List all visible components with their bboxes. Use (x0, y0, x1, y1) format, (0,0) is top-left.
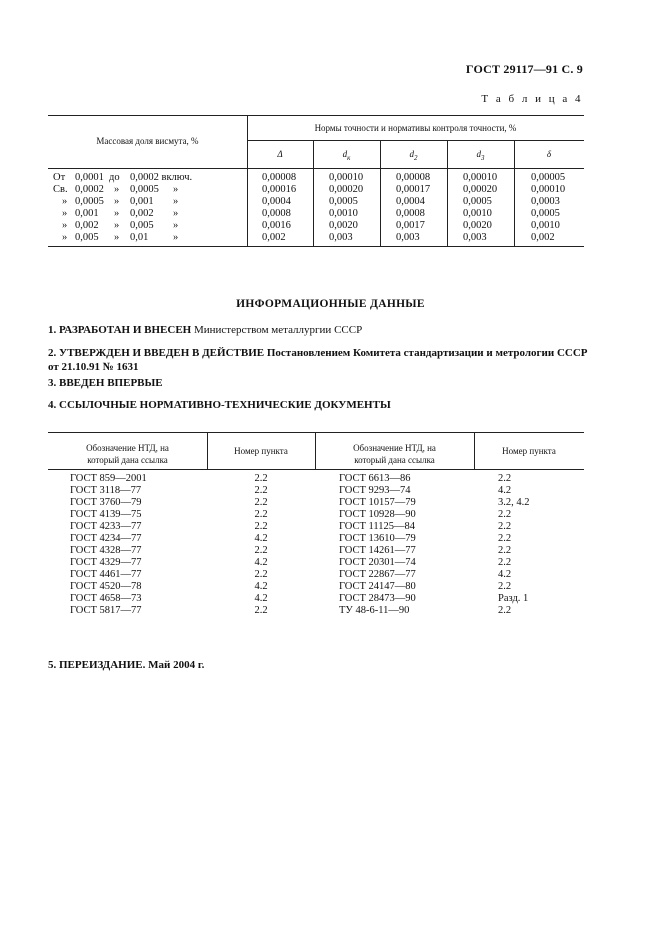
info-item-3-text: 3. ВВЕДЕН ВПЕРВЫЕ (48, 377, 163, 389)
value-cell: 0,00016 (262, 184, 297, 195)
range-prefix: От (53, 172, 66, 183)
ref-header-point-right: Номер пункта (502, 446, 556, 456)
info-item-1-heading: 1. РАЗРАБОТАН И ВНЕСЕН (48, 324, 192, 336)
ref-point: 2.2 (254, 545, 268, 556)
range-to: 0,005 (130, 220, 154, 231)
ref-doc: ГОСТ 24147—80 (339, 581, 416, 592)
info-item-1 (48, 323, 588, 337)
ref-header-ntd-right-line2: который дана ссылка (354, 455, 435, 465)
ref-point: 4.2 (498, 569, 512, 580)
value-cell: 0,0005 (531, 208, 560, 219)
value-cell: 0,0008 (396, 208, 425, 219)
subheader-subscript: 3 (481, 153, 485, 162)
range-prefix: » (62, 196, 68, 207)
value-cell: 0,002 (531, 232, 555, 243)
ref-doc: ГОСТ 20301—74 (339, 557, 416, 568)
value-cell: 0,0017 (396, 220, 425, 231)
value-cell: 0,0010 (531, 220, 560, 231)
info-item-1-text: Министерством металлургии СССР (191, 324, 363, 336)
ref-doc: ГОСТ 4234—77 (70, 533, 142, 544)
range-prefix: » (62, 208, 68, 219)
ref-header-ntd-right (315, 442, 474, 466)
range-sep: » (114, 220, 120, 231)
value-cell: 0,00005 (531, 172, 566, 183)
range-from: 0,002 (75, 220, 99, 231)
range-q: » (173, 184, 179, 195)
ref-point: 2.2 (254, 509, 268, 520)
ref-doc: ТУ 48-6-11—90 (339, 605, 410, 616)
ref-point: 2.2 (498, 605, 512, 616)
ref-point: 2.2 (498, 521, 512, 532)
value-cell: 0,0004 (396, 196, 425, 207)
range-to: 0,0005 (130, 184, 159, 195)
ref-point: 2.2 (254, 497, 268, 508)
document-reference: ГОСТ 29117—91 С. 9 (465, 62, 583, 76)
ref-point: 4.2 (254, 557, 268, 568)
ref-point: 2.2 (254, 473, 268, 484)
ref-doc: ГОСТ 4520—78 (70, 581, 142, 592)
column-mass-fraction: Массовая доля висмута, % (96, 136, 199, 146)
info-item-4-text: 4. ССЫЛОЧНЫЕ НОРМАТИВНО-ТЕХНИЧЕСКИЕ ДОКУМЕНТЫ (48, 399, 391, 411)
ref-doc: ГОСТ 4658—73 (70, 593, 142, 604)
ref-point: 4.2 (254, 533, 268, 544)
ref-header-ntd-left (48, 442, 207, 466)
subheader-subscript: к (347, 153, 351, 162)
subheader-0 (247, 149, 313, 159)
ref-doc: ГОСТ 6613—86 (339, 473, 411, 484)
range-prefix: » (62, 220, 68, 231)
ref-doc: ГОСТ 28473—90 (339, 593, 416, 604)
ref-doc: ГОСТ 10157—79 (339, 497, 416, 508)
value-cell: 0,00010 (329, 172, 364, 183)
subheader-symbol: d (476, 149, 481, 159)
ref-header-ntd-left-line1: Обозначение НТД, на (86, 443, 169, 453)
subheader-symbol: Δ (277, 149, 283, 159)
range-from: 0,005 (75, 232, 99, 243)
range-sep: » (114, 232, 120, 243)
value-cell: 0,0004 (262, 196, 291, 207)
ref-doc: ГОСТ 5817—77 (70, 605, 142, 616)
value-cell: 0,0003 (531, 196, 560, 207)
value-cell: 0,00008 (262, 172, 297, 183)
ref-doc: ГОСТ 11125—84 (339, 521, 416, 532)
ref-header-ntd-right-line1: Обозначение НТД, на (353, 443, 436, 453)
ref-point: 2.2 (254, 521, 268, 532)
ref-header-ntd-left-line2: который дана ссылка (87, 455, 168, 465)
ref-point: 2.2 (498, 533, 512, 544)
subheader-subscript: 2 (414, 153, 418, 162)
ref-point: 4.2 (254, 581, 268, 592)
info-item-2-heading: 2. УТВЕРЖДЕН И ВВЕДЕН В ДЕЙСТВИЕ (48, 347, 265, 359)
ref-point: 4.2 (498, 485, 512, 496)
ref-doc: ГОСТ 9293—74 (339, 485, 411, 496)
value-cell: 0,0020 (329, 220, 358, 231)
value-cell: 0,003 (463, 232, 487, 243)
info-item-2 (48, 346, 588, 374)
ref-doc: ГОСТ 4461—77 (70, 569, 142, 580)
info-item-2-text: Постановлением Комитета стандартизации и метрологии СССР от 21.10.91 № 1631 (48, 347, 588, 373)
range-to: 0,01 (130, 232, 149, 243)
subheader-symbol: δ (546, 149, 552, 159)
subheader-symbol: d (342, 149, 348, 159)
ref-point: 2.2 (498, 509, 512, 520)
ref-point: 2.2 (498, 581, 512, 592)
value-cell: 0,00020 (463, 184, 498, 195)
range-from: 0,0002 (75, 184, 104, 195)
value-cell: 0,00020 (329, 184, 364, 195)
range-sep: » (114, 184, 120, 195)
ref-doc: ГОСТ 3760—79 (70, 497, 142, 508)
subheader-symbol: d (409, 149, 414, 159)
value-cell: 0,003 (329, 232, 353, 243)
range-prefix: » (62, 232, 68, 243)
ref-point: 2.2 (498, 473, 512, 484)
ref-point: 2.2 (254, 485, 268, 496)
ref-doc: ГОСТ 13610—79 (339, 533, 416, 544)
ref-point: 2.2 (254, 569, 268, 580)
range-to: 0,0002 включ. (130, 172, 193, 183)
info-item-4 (48, 398, 588, 412)
value-cell: 0,002 (262, 232, 286, 243)
ref-doc: ГОСТ 10928—90 (339, 509, 416, 520)
range-q: » (173, 208, 179, 219)
value-cell: 0,0016 (262, 220, 291, 231)
range-sep: » (114, 208, 120, 219)
subheader-3 (447, 149, 514, 162)
value-cell: 0,00008 (396, 172, 431, 183)
value-cell: 0,0010 (329, 208, 358, 219)
ref-point: 3.2, 4.2 (498, 497, 530, 508)
info-item-3 (48, 376, 588, 390)
value-cell: 0,0005 (329, 196, 358, 207)
range-sep: » (114, 196, 120, 207)
ref-doc: ГОСТ 3118—77 (70, 485, 142, 496)
ref-doc: ГОСТ 4328—77 (70, 545, 142, 556)
ref-point: 2.2 (498, 557, 512, 568)
ref-doc: ГОСТ 859—2001 (70, 473, 147, 484)
range-q: » (173, 220, 179, 231)
ref-doc: ГОСТ 4233—77 (70, 521, 142, 532)
ref-point: Разд. 1 (498, 593, 529, 604)
ref-doc: ГОСТ 4329—77 (70, 557, 142, 568)
range-sep: до (109, 172, 120, 183)
ref-header-point-left: Номер пункта (234, 446, 288, 456)
range-from: 0,001 (75, 208, 99, 219)
ref-doc: ГОСТ 22867—77 (339, 569, 416, 580)
subheader-1 (313, 149, 380, 162)
value-cell: 0,00010 (463, 172, 498, 183)
value-cell: 0,00017 (396, 184, 431, 195)
ref-doc: ГОСТ 14261—77 (339, 545, 416, 556)
range-q: » (173, 196, 179, 207)
range-from: 0,0001 (75, 172, 104, 183)
range-to: 0,002 (130, 208, 154, 219)
range-q: » (173, 232, 179, 243)
range-to: 0,001 (130, 196, 154, 207)
table-caption: Т а б л и ц а 4 (481, 93, 583, 105)
range-prefix: Св. (53, 184, 68, 195)
info-title: ИНФОРМАЦИОННЫЕ ДАННЫЕ (236, 298, 425, 310)
subheader-4 (514, 149, 584, 159)
value-cell: 0,0010 (463, 208, 492, 219)
info-item-5-text: 5. ПЕРЕИЗДАНИЕ. Май 2004 г. (48, 659, 205, 671)
info-item-5 (48, 658, 588, 672)
value-cell: 0,0008 (262, 208, 291, 219)
ref-doc: ГОСТ 4139—75 (70, 509, 142, 520)
value-cell: 0,003 (396, 232, 420, 243)
ref-point: 2.2 (254, 605, 268, 616)
subheader-2 (380, 149, 447, 162)
value-cell: 0,0020 (463, 220, 492, 231)
value-cell: 0,00010 (531, 184, 566, 195)
value-cell: 0,0005 (463, 196, 492, 207)
range-from: 0,0005 (75, 196, 104, 207)
ref-point: 4.2 (254, 593, 268, 604)
ref-point: 2.2 (498, 545, 512, 556)
column-group-accuracy: Нормы точности и нормативы контроля точности, % (314, 123, 517, 133)
